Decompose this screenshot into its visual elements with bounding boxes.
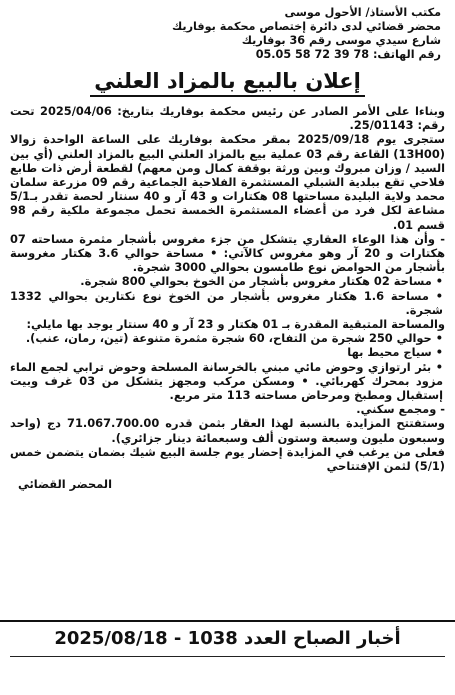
- land-composition: - وأن هذا الوعاء العقاري يتشكل من جزء مغروس بأشجار مثمرة مساحته 07 هكتارات و 20 آر وهو مغروس كالآتي: • مساحة حوالي 3.6 هكتار مغروسة بأشجار من الحوامض نوع طامسون بحوالي 3000 شجرة.: [10, 231, 445, 275]
- well-and-house-item: • بئر ارتوازي وحوض مائي مبني بالخرسانة المسلحة وحوض ترابي لجمع الماء مزود بمحرك كهربائي. • ومسكن مركب ومجهز يتشكل من 03 غرف وبيت إستقبال ومطبخ ومرحاض مساحته 113 متر مربع.: [10, 359, 443, 403]
- peach-trees-item: • مساحة 02 هكتار مغروس بأشجار من الخوخ بحوالي 800 شجرة.: [80, 274, 443, 289]
- office-name: مكتب الأستاذ/ الأحول موسى: [284, 6, 441, 19]
- remaining-area: والمساحة المتبقية المقدرة بـ 01 هكتار و 23 آر و 40 سنتار يوجد بها مايلي:: [26, 317, 445, 332]
- announcement-body: [10, 104, 445, 473]
- office-address: شارع سيدي موسى رقم 36 بوفاريك: [241, 34, 441, 47]
- apple-trees-item: • حوالي 250 شجرة من التفاح، 60 شجرة مثمرة متنوعة (تين، رمان، عنب).: [25, 331, 443, 346]
- order-reference: وبناءا على الأمر الصادر عن رئيس محكمة بوفاريك بتاريخ: 2025/04/06 تحت رقم: 25/01143.: [10, 104, 445, 133]
- bailiff-signature: المحضر القضائي: [18, 477, 112, 492]
- opening-price: وستفتتح المزايدة بالنسبة لهذا العقار بثمن قدره 71.067.700.00 دج (واحد وسبعون مليون وسبعة وستون ألف وسبعمائة دينار جزائري).: [10, 416, 446, 445]
- footer-divider: [10, 656, 445, 657]
- nectarine-trees-item: • مساحة 1.6 هكتار مغروس بأشجار من الخوخ نوع نكتارين بحوالي 1332 شجرة.: [10, 288, 443, 317]
- office-header: [10, 6, 445, 62]
- office-jurisdiction: محضر قضائي لدى دائرة إختصاص محكمة بوفاريك: [172, 20, 441, 33]
- auction-details: ستجرى يوم 2025/09/18 بمقر محكمة بوفاريك على الساعة الواحدة زوالا (13H00) القاعة رقم 03 عملية بيع بالمزاد العلني البيع بالمزاد العلني (أي بين السيد / وزان مبروك وبين ورثة بوقفة كمال ومن معهم) لقطعة أرض ذات طابع فلاحي تقع ببلدية الشبلي المستثمرة الفلاحية الجماعية رقم 09 مزرعة سلمان محمد ولاية البليدة مساحتها 08 هكتارات و 43 آر و 40 سنتار لحصة تقدر بـ5/1 مشاعة لكل فرد من أعضاء المستثمرة الخمسة تحمل مجموعة ملكية رقم 98 قسم 01.: [10, 132, 445, 232]
- residential-complex-item: - ومجمع سكني.: [356, 402, 445, 417]
- fence-item: • سياج محيط بها: [347, 345, 443, 360]
- announcement-title: إعلان بالبيع بالمزاد العلني: [10, 68, 445, 94]
- office-phone: رقم الهاتف: 78 39 72 58 05.05: [255, 48, 441, 61]
- guarantee-requirement: فعلى من يرغب في المزايدة إحضار يوم جلسة البيع شيك بضمان يتضمن خمس (5/1) لثمن الإفتتاحي: [10, 444, 445, 474]
- newspaper-footer: أخبار الصباح العدد 1038 - 2025/08/18: [0, 620, 455, 656]
